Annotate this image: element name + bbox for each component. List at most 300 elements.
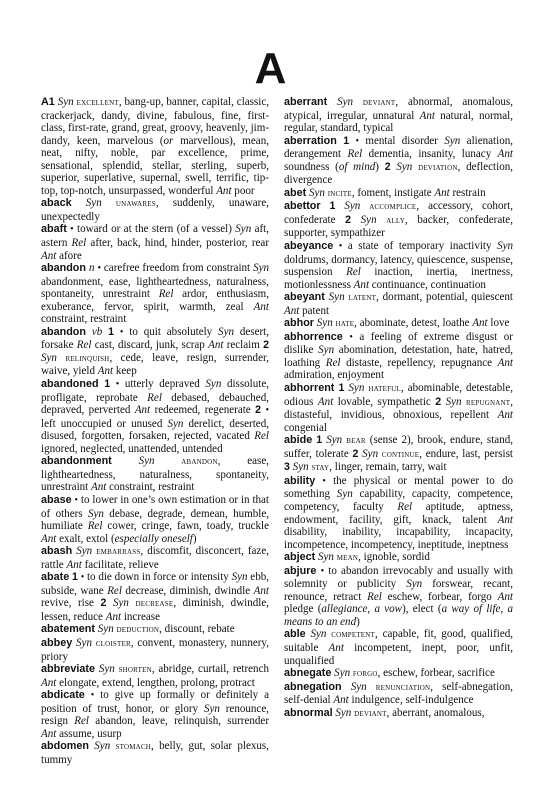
entry-text: forswear, recant, renounce, retract	[284, 578, 513, 603]
italic-label: Syn	[335, 706, 352, 719]
entry-text: , aberrant, anomalous,	[386, 706, 485, 719]
italic-label: Rel	[76, 339, 92, 352]
italic-label: Ant	[284, 304, 300, 317]
italic-label: Ant	[97, 365, 114, 378]
italic-label: Syn	[362, 447, 379, 460]
italic-label: Ant	[66, 558, 82, 571]
page-letter-heading: A	[254, 44, 288, 93]
dictionary-entry	[41, 326, 269, 378]
italic-label: Ant	[208, 339, 224, 352]
dictionary-entry	[284, 667, 513, 681]
italic-label: Syn	[231, 571, 248, 584]
entry-text	[351, 214, 361, 226]
dictionary-entry	[41, 455, 269, 494]
entry-text: distaste, repellency, repugnance	[340, 356, 498, 369]
entry-text: ebb, subside, wane	[41, 571, 270, 597]
entry-text: , foment, instigate	[351, 186, 435, 199]
entry-text: aft, astern	[41, 223, 269, 250]
headword: abbey	[41, 636, 73, 649]
italic-label: Syn	[205, 378, 222, 391]
cross-reference: latent	[348, 292, 377, 304]
cross-reference: bear	[346, 435, 366, 447]
entry-text: utterly depraved	[119, 378, 206, 391]
entry-text: to die down in force or intensity	[84, 571, 232, 584]
sense-number: 2	[263, 339, 269, 352]
dictionary-entry	[284, 434, 513, 475]
cross-reference: cloister	[95, 637, 131, 649]
italic-label: Rel	[325, 356, 341, 369]
italic-label: n	[88, 262, 95, 275]
entry-text	[106, 597, 113, 609]
italic-label: Rel	[254, 430, 269, 443]
headword: abatement	[41, 623, 96, 636]
headword: able	[284, 628, 306, 641]
entry-text: admiration, enjoyment	[284, 369, 385, 382]
cross-reference: hate	[335, 318, 355, 330]
sense-number: 1	[108, 325, 115, 338]
dictionary-entry	[41, 571, 269, 623]
entry-text	[360, 200, 369, 212]
cross-reference: hateful	[368, 383, 401, 395]
italic-label: Syn	[138, 455, 155, 468]
italic-label: Ant	[497, 513, 513, 526]
bullet-separator: •	[80, 572, 85, 584]
entry-text: dementia, insanity, lunacy	[362, 148, 498, 161]
entry-text: , diminish, dwindle, lessen, reduce	[41, 597, 270, 623]
italic-label: Syn	[85, 197, 102, 210]
entry-text: desert, forsake	[41, 325, 269, 352]
italic-label: Syn	[334, 667, 351, 680]
entry-text: inaction, inertia, inertness, motionlessness	[284, 266, 513, 291]
entry-text: , accessory, cohort, confederate	[284, 200, 513, 226]
italic-label: Ant	[353, 278, 370, 291]
headword: aberration	[284, 134, 337, 147]
headword: aberrant	[284, 96, 328, 108]
dictionary-entry	[41, 663, 269, 689]
entry-text: a feeling of extreme disgust or dislike	[284, 330, 513, 357]
entry-text: increase	[121, 610, 161, 623]
italic-label: Syn	[76, 636, 92, 649]
entry-text: aptitude, aptness, endowment, facility, gift, knack, talent	[284, 500, 513, 526]
italic-label: Syn	[112, 597, 129, 610]
entry-text: to give up formally or definitely a position of trust, honor, or glory	[41, 689, 270, 715]
headword: abandoned	[41, 378, 99, 391]
dictionary-entry	[284, 681, 513, 707]
entry-text: , abominable, detestable, odious	[284, 382, 513, 408]
bullet-separator: •	[355, 135, 359, 147]
entry-text: congenial	[284, 421, 327, 434]
dictionary-entry	[41, 494, 269, 545]
dictionary-entry	[284, 240, 513, 291]
entry-text: left unoccupied or unused	[41, 417, 168, 430]
headword: abeyant	[284, 291, 325, 304]
italic-label: Syn	[253, 262, 270, 275]
dictionary-column-right	[284, 96, 513, 720]
italic-label: Ant	[253, 300, 269, 313]
bullet-separator: •	[90, 690, 95, 702]
sense-number: 1	[104, 378, 111, 391]
italic-label: Syn	[326, 434, 343, 447]
dictionary-entry	[284, 628, 513, 667]
headword: abdomen	[41, 740, 89, 753]
entry-text: , suddenly, unaware, unexpectedly	[41, 197, 269, 223]
sense-number: 2	[352, 447, 359, 460]
cross-reference: competent	[331, 629, 376, 641]
italic-label: Syn	[336, 488, 353, 501]
dictionary-entry	[284, 291, 513, 317]
dictionary-entry	[284, 135, 513, 187]
entry-text: carefree freedom from constraint	[100, 262, 254, 275]
headword: abandon	[41, 262, 86, 275]
italic-label: allegiance, a vow	[321, 603, 403, 616]
entry-text: constraint, restraint	[106, 481, 195, 494]
italic-label: Ant	[419, 109, 435, 122]
entry-text: , linger, remain, tarry, wait	[329, 461, 447, 474]
sense-number: 3	[284, 461, 290, 474]
italic-label: Ant	[41, 727, 57, 740]
entry-text: elongate, extend, lengthen, prolong, protract	[56, 676, 255, 689]
cross-reference: abandon	[181, 456, 218, 468]
dictionary-entry	[284, 200, 513, 240]
italic-label: Syn	[396, 160, 413, 173]
headword: abase	[41, 493, 72, 506]
italic-label: Syn	[41, 351, 57, 364]
dictionary-entry	[41, 637, 269, 663]
entry-text: to abandon irrevocably and usually with solemnity or publicity	[284, 564, 513, 591]
cross-reference: forgo	[352, 668, 378, 680]
italic-label: Syn	[497, 240, 514, 253]
entry-text: poor	[231, 184, 255, 197]
bullet-separator: •	[74, 494, 79, 506]
entry-text: , endure, last, persist	[419, 447, 513, 460]
italic-label: Syn	[310, 628, 327, 641]
entry-text: , discount, rebate	[159, 623, 235, 636]
italic-label: Syn	[98, 663, 115, 676]
entry-text	[102, 197, 116, 209]
cross-reference: deviant	[354, 707, 387, 719]
entry-text: revive, rise	[41, 597, 101, 610]
headword: aback	[41, 197, 72, 210]
italic-label: Ant	[497, 356, 513, 369]
italic-label: Ant	[472, 317, 488, 330]
italic-label: Ant	[317, 395, 334, 408]
headword: abbreviate	[41, 663, 96, 676]
entry-text: marvellous), mean, neat, nifty, noble, par excellence, prime, sensational, splendid, stellar, sterling, superb, superior, superlative, supernal, swell, terrific, tip-top, top-notch, unsurpassed, wonderful	[41, 134, 269, 197]
entry-text: to quit absolutely	[123, 325, 219, 338]
italic-label: Rel	[71, 237, 87, 250]
entry-text	[353, 96, 363, 108]
cross-reference: incite	[327, 187, 352, 199]
italic-label: Ant	[328, 641, 344, 654]
entry-text: continuance, continuation	[369, 278, 486, 291]
italic-label: Syn	[344, 200, 361, 213]
entry-text: abandon, leave, relinquish, surrender	[89, 715, 270, 728]
entry-text: , eschew, forbear, sacrifice	[377, 667, 495, 680]
italic-label: Ant	[134, 404, 151, 417]
italic-label: Syn	[57, 96, 74, 108]
italic-label: vb	[91, 325, 103, 338]
entry-text: lovable, sympathetic	[333, 395, 436, 408]
entry-text: renounce, resign	[41, 702, 269, 728]
italic-label: Ant	[434, 186, 450, 199]
sense-number: 1	[329, 200, 336, 213]
entry-text: , deflection, divergence	[284, 160, 514, 187]
bullet-separator: •	[338, 241, 343, 253]
cross-reference: deviant	[362, 97, 396, 108]
italic-label: Ant	[105, 610, 122, 623]
entry-text: pledge (	[284, 603, 322, 616]
entry-text: reclaim	[223, 339, 264, 352]
entry-text: a state of temporary inactivity	[342, 240, 498, 253]
entry-text: to lower in one’s own estimation or in that of others	[41, 493, 270, 520]
entry-text	[367, 681, 376, 693]
italic-label: Rel	[397, 500, 413, 513]
entry-text: incompetent, inept, poor, unfit, unqualified	[284, 641, 513, 667]
italic-label: Syn	[328, 291, 345, 304]
sense-number: 1	[72, 571, 78, 584]
entry-text: the physical or mental power to do something	[284, 474, 513, 501]
cross-reference: mean	[336, 552, 359, 564]
entry-text: mental disorder	[358, 134, 445, 147]
italic-label: Syn	[406, 578, 423, 591]
entry-text: , abridge, curtail, retrench	[151, 663, 270, 676]
entry-text: (sense 2), brook, endure, stand, suffer, tolerate	[284, 434, 514, 460]
entry-text: , distasteful, invidious, obnoxious, repellent	[284, 395, 513, 422]
sense-number: 2	[100, 597, 107, 610]
entry-text: ignored, neglected, unattended, untended	[41, 442, 223, 455]
italic-label: Ant	[253, 584, 269, 597]
italic-label: Syn	[97, 623, 114, 636]
italic-label: Ant	[333, 694, 349, 707]
italic-label: Rel	[347, 148, 363, 161]
sense-number: 1	[338, 382, 345, 395]
sense-number: 1	[316, 434, 323, 447]
italic-label: Syn	[360, 213, 377, 226]
italic-label: Syn	[317, 551, 334, 564]
bullet-separator: •	[115, 379, 120, 391]
bullet-separator: •	[349, 331, 353, 343]
cross-reference: repugnant	[466, 396, 511, 408]
italic-label: Rel	[107, 584, 122, 597]
cross-reference: embarrass	[96, 546, 141, 558]
italic-label: Syn	[292, 461, 309, 474]
entry-text: capability, capacity, competence, competency, faculty	[284, 488, 513, 513]
bullet-separator: •	[265, 405, 269, 417]
italic-label: Rel	[74, 715, 90, 728]
dictionary-entry	[284, 382, 513, 434]
bullet-separator: •	[97, 263, 101, 275]
cross-reference: shorten	[118, 664, 152, 676]
italic-label: Syn	[235, 223, 252, 236]
dictionary-entry	[284, 475, 513, 551]
entry-text: , belly, gut, solar plexus, tummy	[41, 740, 269, 766]
entry-text	[155, 455, 182, 467]
entry-text: exalt, extol (	[56, 532, 115, 545]
sense-number: 1	[343, 134, 350, 147]
entry-text: disability, inability, incapability, incapacity, incompetence, incompetency, ineptitude, ineptness	[284, 526, 513, 551]
italic-label: Ant	[497, 409, 513, 422]
cross-reference: deviation	[418, 161, 458, 173]
dictionary-column-left	[41, 96, 269, 766]
italic-label: especially oneself	[114, 532, 193, 545]
entry-text: patent	[299, 304, 330, 317]
headword: abnegation	[284, 680, 342, 693]
headword: abjure	[284, 564, 317, 577]
italic-label: Rel	[147, 391, 162, 404]
entry-text: , cede, leave, resign, surrender, waive, yield	[41, 351, 269, 378]
cross-reference: accomplice	[369, 201, 417, 213]
italic-label: Syn	[167, 417, 184, 430]
entry-text: , bang-up, banner, capital, classic, crackerjack, dandy, divine, fabulous, fine, first-class, first-rate, grand, great, groovy, heavenly, jim-dandy, keen, marvelous (	[41, 96, 270, 147]
entry-text: eschew, forbear, forgo	[381, 590, 498, 603]
entry-text: , abnormal, anomalous, atypical, irregular, unnatural	[284, 96, 513, 122]
entry-text: )	[375, 160, 385, 173]
cross-reference: continue	[381, 448, 420, 460]
entry-text: )	[356, 615, 360, 628]
italic-label: Ant	[497, 148, 513, 161]
italic-label: Syn	[350, 680, 367, 693]
entry-text: assume, usurp	[56, 727, 122, 740]
italic-label: Ant	[41, 676, 57, 689]
italic-label: Ant	[41, 532, 57, 545]
entry-text: alienation, derangement	[284, 134, 513, 161]
headword: abaft	[41, 223, 67, 236]
italic-label: Ant	[41, 249, 57, 262]
entry-text	[377, 214, 387, 226]
entry-text: , convent, monastery, nunnery, priory	[41, 636, 269, 663]
italic-label: Syn	[337, 96, 354, 108]
cross-reference: deduction	[116, 624, 160, 636]
headword: abnormal	[284, 706, 333, 719]
entry-text: , self-abnegation, self-denial	[284, 680, 513, 707]
dictionary-entry	[284, 187, 513, 201]
cross-reference: decrease	[135, 598, 174, 610]
cross-reference: stay	[311, 462, 330, 474]
entry-text: ardor, enthusiasm, exuberance, fervor, spirit, warmth, zeal	[41, 288, 269, 313]
entry-text: constraint, restraint	[41, 313, 127, 326]
entry-text: indulgence, self-indulgence	[348, 694, 474, 707]
headword: abate	[41, 571, 70, 584]
entry-text: facilitate, relieve	[81, 558, 159, 571]
dictionary-entry	[41, 378, 269, 455]
cross-reference: renunciation	[375, 681, 431, 693]
entry-text: , ease, lightheartedness, naturalness, spontaneity, unrestraint	[41, 455, 270, 494]
dictionary-entry	[41, 262, 269, 326]
italic-label: Syn	[445, 395, 462, 408]
headword: abeyance	[284, 240, 334, 253]
headword: abnegate	[284, 667, 332, 680]
headword: abide	[284, 434, 313, 447]
bullet-separator: •	[320, 565, 325, 577]
italic-label: Rel	[87, 520, 103, 533]
headword: abhor	[284, 317, 314, 330]
dictionary-entry	[284, 551, 513, 565]
italic-label: Rel	[346, 266, 361, 279]
italic-label: Rel	[367, 590, 382, 603]
italic-label: Syn	[94, 740, 111, 753]
bullet-separator: •	[322, 475, 326, 487]
sense-number: 2	[384, 160, 391, 173]
cross-reference: unawares	[115, 198, 156, 210]
entry-text: keep	[113, 365, 137, 378]
headword: abandon	[41, 325, 86, 338]
headword: abject	[284, 551, 316, 564]
italic-label: Rel	[158, 288, 174, 301]
entry-text: derelict, deserted, disused, forgotten, forsaken, rejected, vacated	[41, 417, 269, 443]
italic-label: Syn	[318, 344, 335, 357]
entry-text: cast, discard, junk, scrap	[91, 339, 209, 352]
headword: abdicate	[41, 689, 85, 702]
entry-text: decrease, diminish, dwindle	[121, 584, 254, 597]
dictionary-entry	[41, 197, 269, 223]
dictionary-entry	[284, 96, 513, 135]
headword: ability	[284, 474, 316, 487]
entry-text: , dormant, potential, quiescent	[376, 291, 513, 304]
entry-text: ), elect (	[402, 603, 442, 616]
italic-label: Syn	[348, 382, 365, 395]
dictionary-entry	[41, 689, 269, 740]
italic-label: Syn	[76, 545, 93, 558]
italic-label: Syn	[316, 317, 333, 330]
entry-text: abomination, detestation, hate, hatred, loathing	[284, 344, 513, 369]
dictionary-entry	[284, 707, 513, 721]
italic-label: Ant	[497, 590, 513, 603]
headword: abash	[41, 545, 73, 558]
italic-label: Syn	[444, 134, 461, 147]
cross-reference: excellent	[76, 97, 119, 108]
entry-text: after, back, hind, hinder, posterior, rear	[86, 237, 269, 250]
italic-label: Syn	[218, 325, 234, 338]
entry-text: , backer, confederate, supporter, sympathizer	[284, 213, 513, 240]
headword: abhorrent	[284, 382, 335, 395]
entry-text: cower, cringe, fawn, toady, truckle	[102, 520, 269, 533]
dictionary-entry	[41, 223, 269, 262]
bullet-separator: •	[70, 224, 74, 236]
sense-number: 2	[255, 404, 262, 417]
entry-text: restrain	[449, 186, 486, 199]
headword: abet	[284, 186, 307, 199]
dictionary-entry	[284, 331, 513, 382]
entry-text: )	[192, 532, 197, 545]
entry-text: toward or at the stern (of a vessel)	[73, 223, 236, 236]
entry-text: debase, degrade, demean, humble, humiliate	[41, 507, 269, 533]
entry-text: redeemed, regenerate	[150, 404, 256, 417]
entry-text: debased, debauched, depraved, perverted	[41, 391, 269, 417]
entry-text: , abominate, detest, loathe	[354, 317, 473, 330]
cross-reference: ally	[386, 214, 405, 226]
italic-label: Syn	[87, 507, 104, 520]
headword: abandonment	[41, 455, 112, 468]
entry-text: doldrums, dormancy, latency, quiescence, suspense, suspension	[284, 253, 513, 279]
entry-text: afore	[56, 249, 82, 262]
entry-text: soundness (	[284, 160, 339, 173]
italic-label: or	[163, 134, 174, 147]
bullet-separator: •	[119, 326, 124, 338]
italic-label: Syn	[203, 702, 220, 715]
entry-text: dissolute, profligate, reprobate	[41, 378, 269, 404]
headword: abhorrence	[284, 330, 343, 343]
dictionary-entry	[41, 623, 269, 637]
entry-text: natural, normal, regular, standard, typical	[284, 109, 514, 135]
dictionary-entry	[41, 545, 269, 571]
sense-number: 2	[345, 213, 352, 226]
headword: A1	[41, 96, 55, 108]
cross-reference: relinquish	[65, 352, 110, 364]
dictionary-entry	[284, 565, 513, 629]
dictionary-entry	[41, 740, 269, 766]
entry-text: abandonment, ease, lightheartedness, naturalness, spontaneity, unrestraint	[41, 275, 269, 301]
entry-text: , capable, fit, good, qualified, suitable	[284, 628, 514, 654]
